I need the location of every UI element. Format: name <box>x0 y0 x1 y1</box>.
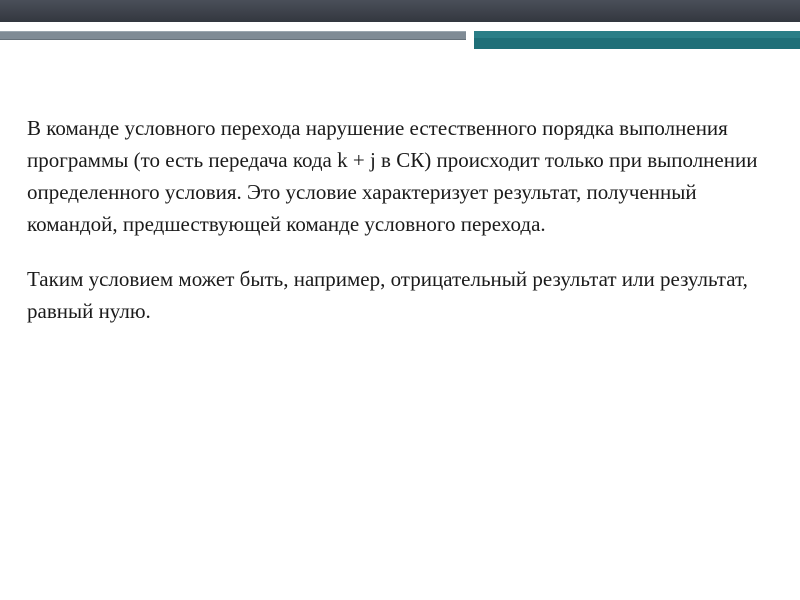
slide-accent-strip-gray <box>0 31 466 40</box>
slide-body <box>27 112 787 350</box>
slide-top-band <box>0 0 800 22</box>
paragraph-condition-example: Таким условием может быть, например, отрицательный результат или результат, равный нулю. <box>27 267 748 323</box>
slide-accent-strip-teal-upper <box>474 31 800 38</box>
slide-accent-strip-teal <box>474 38 800 49</box>
paragraph-conditional-jump: В команде условного перехода нарушение естественного порядка выполнения программы (то есть передача кода k + j в СК) происходит только при выполнении определенного условия. Это условие характеризует результат, полученный командой, предшествующей команде условного перехода. <box>27 116 758 236</box>
